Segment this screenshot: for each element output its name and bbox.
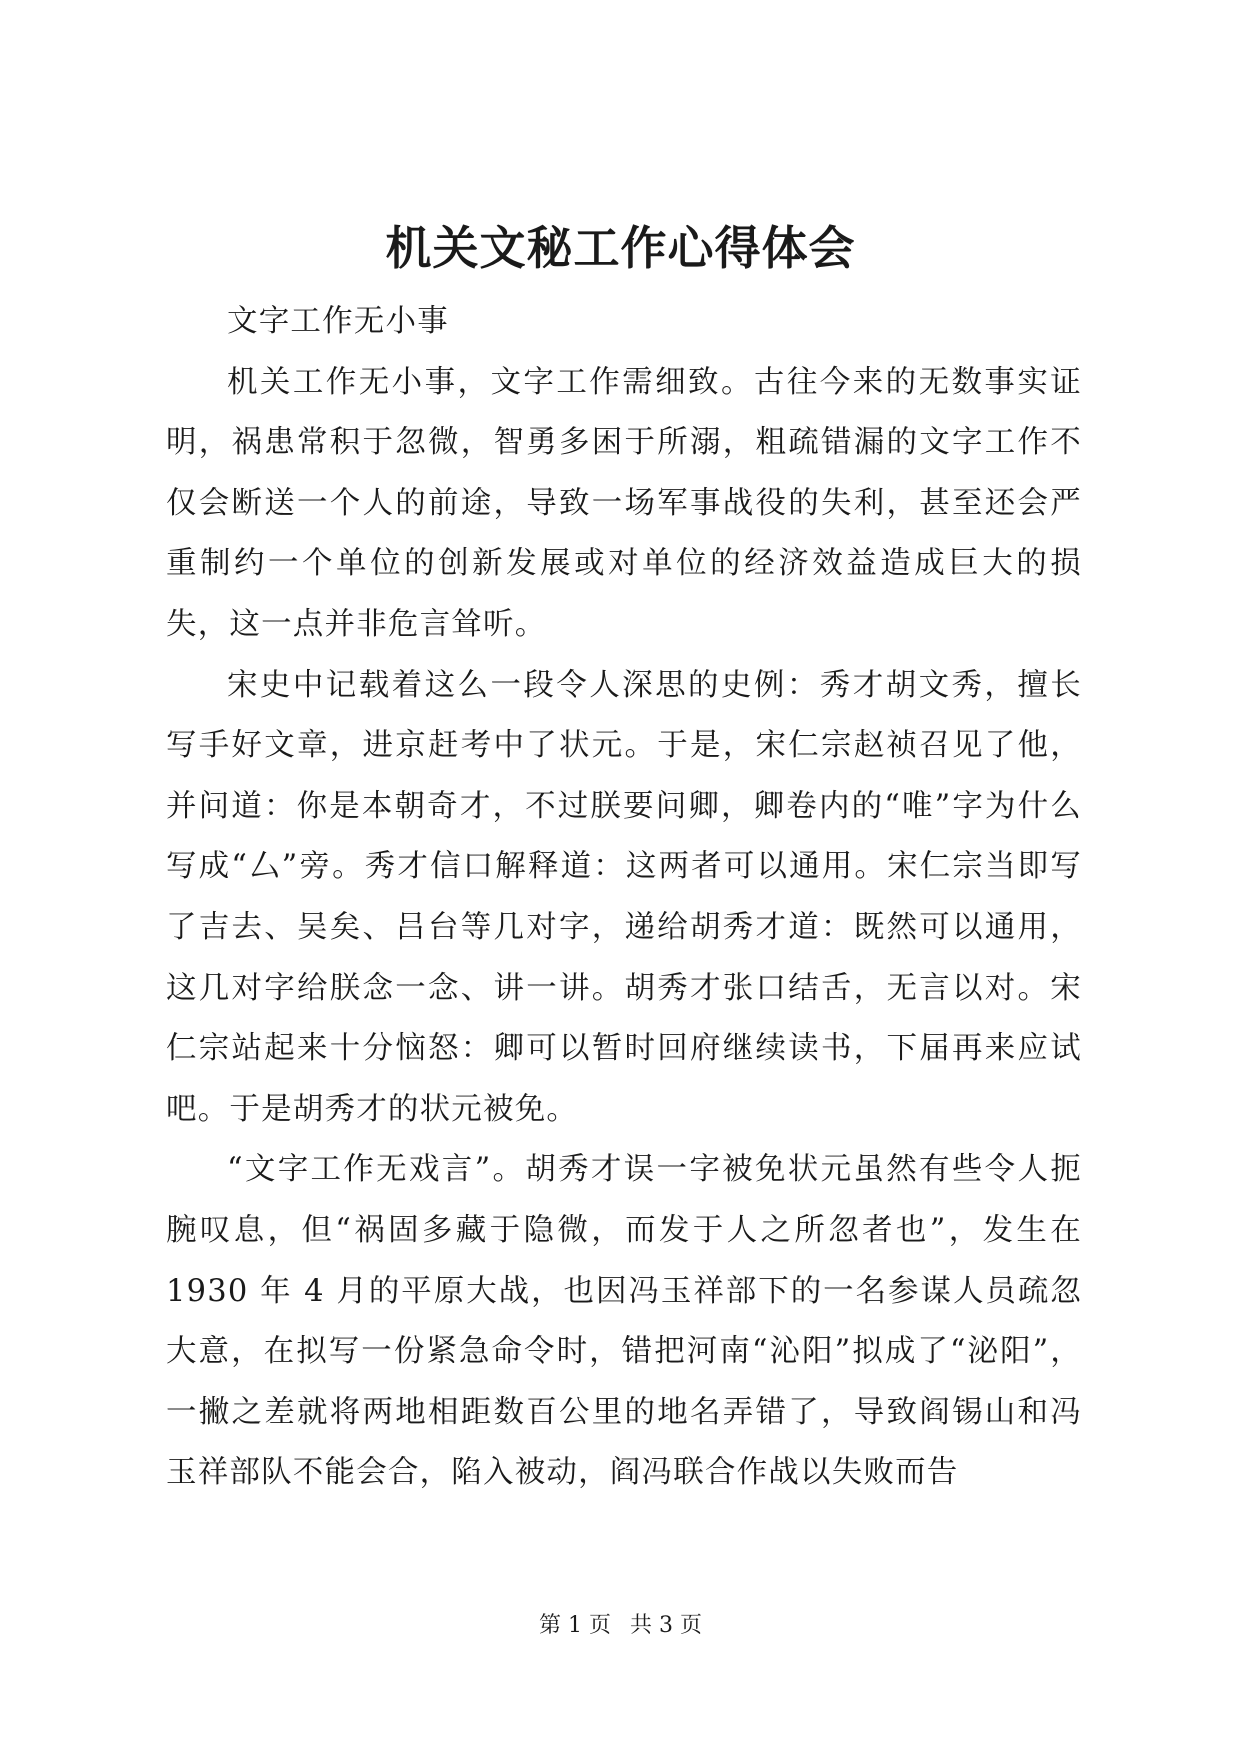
page-footer [0,1611,1241,1641]
section-heading: 文字工作无小事 [227,304,449,339]
document-title: 机关文秘工作心得体会 [385,221,856,275]
page-total: 共 3 页 [630,1613,702,1638]
paragraph: 宋史中记载着这么一段令人深思的史例：秀才胡文秀，擅长写手好文章，进京赶考中了状元。于是，宋仁宗赵祯召见了他，并问道：你是本朝奇才，不过朕要问卿，卿卷内的“唯”字为什么写成“厶”旁。秀才信口解释道：这两者可以通用。宋仁宗当即写了吉去、吴矣、吕台等几对字，递给胡秀才道：既然可以通用，这几对字给朕念一念、讲一讲。胡秀才张口结舌，无言以对。宋仁宗站起来十分恼怒：卿可以暂时回府继续读书，下届再来应试吧。于是胡秀才的状元被免。 [166,667,1082,1127]
paragraph: 机关工作无小事，文字工作需细致。古往今来的无数事实证明，祸患常积于忽微，智勇多困于所溺，粗疏错漏的文字工作不仅会断送一个人的前途，导致一场军事战役的失利，甚至还会严重制约一个单位的创新发展或对单位的经济效益造成巨大的损失，这一点并非危言耸听。 [166,364,1082,642]
page-number: 第 1 页 [539,1613,611,1638]
paragraph: “文字工作无戏言”。胡秀才误一字被免状元虽然有些令人扼腕叹息，但“祸固多藏于隐微，而发于人之所忽者也”，发生在 1930 年 4 月的平原大战，也因冯玉祥部下的一名参谋人员疏忽大意，在拟写一份紧急命令时，错把河南“沁阳”拟成了“泌阳”，一撇之差就将两地相距数百公里的地名弄错了，导致阎锡山和冯玉祥部队不能会合，陷入被动，阎冯联合作战以失败而告 [166,1152,1082,1491]
document-body [166,292,1082,1504]
